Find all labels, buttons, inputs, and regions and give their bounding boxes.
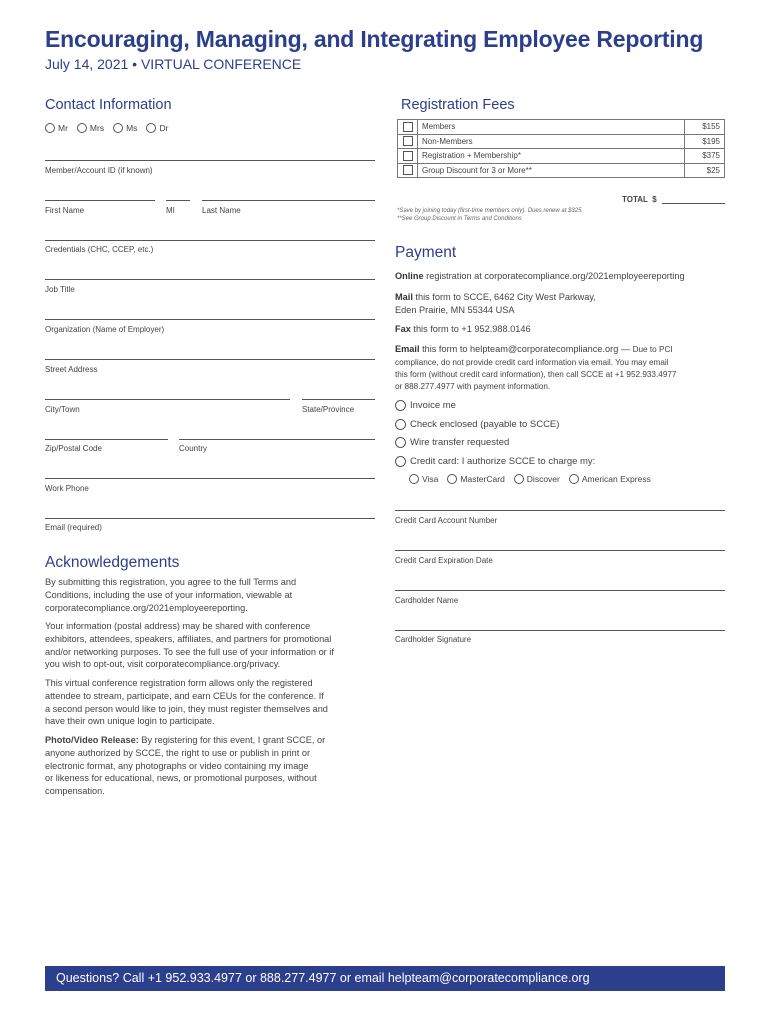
text-line: By submitting this registration, you agree to the full Terms and (45, 577, 297, 587)
fee-label: Non-Members (418, 134, 685, 149)
salutation-label: Ms (126, 123, 138, 133)
text-span: Due to PCI (632, 345, 673, 354)
ack-virtual-paragraph (45, 677, 375, 728)
text-span: this form to helpteam@corporatecompliance.org — (419, 344, 633, 354)
fee-checkbox-cell (398, 163, 418, 178)
state-label: State/Province (302, 405, 355, 414)
radio-icon[interactable] (447, 474, 457, 484)
credentials-field[interactable] (45, 240, 375, 241)
payment-online (395, 270, 725, 283)
event-date: July 14, 2021 • VIRTUAL CONFERENCE (45, 56, 302, 72)
payment-option-credit-card[interactable] (395, 456, 595, 467)
fee-checkbox-cell (398, 149, 418, 164)
organization-label: Organization (Name of Employer) (45, 325, 165, 334)
cardholder-signature-field[interactable] (395, 630, 725, 631)
text-line: or 888.277.4977 with payment information. (395, 382, 551, 392)
option-label: Invoice me (410, 400, 456, 411)
fee-label: Registration + Membership* (418, 149, 685, 164)
work-phone-label: Work Phone (45, 484, 89, 493)
radio-icon[interactable] (395, 437, 406, 448)
card-label: Discover (526, 474, 560, 484)
text-line: this form (without credit card information), then call SCCE at +1 952.933.4977 (395, 370, 677, 380)
first-name-field[interactable] (45, 200, 155, 201)
text-line: compensation. (45, 786, 105, 797)
option-label: Credit card: I authorize SCCE to charge my: (410, 456, 596, 467)
text-line: anyone authorized by SCCE, the right to use or publish in print or (45, 747, 311, 758)
card-visa[interactable] (409, 474, 438, 484)
cc-number-field[interactable] (395, 510, 725, 511)
radio-icon[interactable] (409, 474, 419, 484)
work-phone-field[interactable] (45, 478, 375, 479)
ack-terms-paragraph (45, 576, 375, 614)
ack-privacy-paragraph (45, 620, 375, 671)
text-span: this form to +1 952.988.0146 (410, 324, 531, 334)
radio-icon[interactable] (146, 123, 156, 133)
fee-row-non-members (398, 134, 725, 149)
member-id-field[interactable] (45, 160, 375, 161)
photo-release-label: Photo/Video Release: (45, 735, 139, 745)
text-line: attendee to stream, participate, and earn CEUs for the conference. If (45, 690, 324, 701)
organization-field[interactable] (45, 319, 375, 320)
option-label: Check enclosed (payable to SCCE) (410, 419, 560, 430)
text-line: electronic format, any photographs or video containing my image (45, 760, 309, 771)
fees-heading: Registration Fees (401, 97, 515, 113)
radio-icon[interactable] (395, 400, 406, 411)
fee-note-group: **See Group Discount in Terms and Conditions (397, 216, 522, 222)
email-payment-label: Email (395, 344, 420, 354)
radio-icon[interactable] (569, 474, 579, 484)
mi-label: MI (166, 206, 175, 215)
mi-field[interactable] (166, 200, 190, 201)
radio-icon[interactable] (113, 123, 123, 133)
cardholder-name-field[interactable] (395, 590, 725, 591)
member-id-label: Member/Account ID (if known) (45, 166, 153, 175)
payment-heading: Payment (395, 244, 457, 261)
radio-icon[interactable] (45, 123, 55, 133)
card-type-group (409, 474, 660, 484)
last-name-label: Last Name (202, 206, 241, 215)
street-address-label: Street Address (45, 365, 98, 374)
cc-expiration-field[interactable] (395, 550, 725, 551)
first-name-label: First Name (45, 206, 85, 215)
text-line (395, 291, 725, 304)
cardholder-signature-label: Cardholder Signature (395, 635, 472, 644)
payment-option-check[interactable] (395, 419, 559, 430)
payment-fax (395, 323, 725, 336)
zip-field[interactable] (45, 439, 168, 440)
payment-option-wire[interactable] (395, 437, 509, 448)
radio-icon[interactable] (395, 456, 406, 467)
card-mastercard[interactable] (447, 474, 504, 484)
option-label: Wire transfer requested (410, 437, 510, 448)
text-line (395, 343, 725, 357)
job-title-label: Job Title (45, 285, 75, 294)
email-field[interactable] (45, 518, 375, 519)
zip-label: Zip/Postal Code (45, 444, 102, 453)
card-label: Visa (422, 474, 439, 484)
text-span: By registering for this event, I grant SCCE, or (138, 735, 326, 745)
total-field[interactable] (662, 203, 725, 204)
salutation-mrs[interactable] (77, 123, 104, 133)
salutation-label: Dr (159, 123, 169, 133)
fee-checkbox-cell (398, 134, 418, 149)
text-line: Conditions, including the use of your information, viewable at (45, 589, 293, 600)
fee-amount: $155 (685, 120, 725, 135)
country-label: Country (179, 444, 208, 453)
fee-label: Members (418, 120, 685, 135)
fee-row-group-discount (398, 163, 725, 178)
email-label: Email (required) (45, 523, 102, 532)
fee-checkbox-cell (398, 120, 418, 135)
card-label: American Express (581, 474, 651, 484)
footer-contact-bar: Questions? Call +1 952.933.4977 or 888.277.4977 or email helpteam@corporatecompliance.org (45, 966, 725, 991)
text-span: this form to SCCE, 6462 City West Parkway, (412, 292, 596, 302)
cardholder-name-label: Cardholder Name (395, 596, 459, 605)
checkbox-icon[interactable] (403, 165, 413, 175)
fee-row-members (398, 120, 725, 135)
checkbox-icon[interactable] (403, 122, 413, 132)
salutation-group (45, 123, 177, 133)
total-label: TOTAL $ (622, 195, 657, 204)
city-field[interactable] (45, 399, 290, 400)
contact-heading: Contact Information (45, 97, 172, 113)
fees-table (397, 119, 725, 178)
text-line: Eden Prairie, MN 55344 USA (395, 304, 515, 315)
payment-mail (395, 291, 725, 317)
fax-label: Fax (395, 324, 411, 334)
card-discover[interactable] (514, 474, 560, 484)
text-line: exhibitors, attendees, speakers, affiliates, and partners for promotional (45, 633, 332, 644)
fee-amount: $375 (685, 149, 725, 164)
text-line: or likeness for educational, news, or promotional purposes, without (45, 773, 317, 784)
text-line: have their own unique login to participate. (45, 716, 215, 727)
checkbox-icon[interactable] (403, 151, 413, 161)
text-line: you wish to opt-out, visit corporatecompliance.org/privacy. (45, 659, 281, 670)
card-amex[interactable] (569, 474, 651, 484)
card-label: MasterCard (460, 474, 505, 484)
cc-expiration-label: Credit Card Expiration Date (395, 556, 493, 565)
salutation-label: Mr (58, 123, 68, 133)
salutation-label: Mrs (89, 123, 105, 133)
salutation-mr[interactable] (45, 123, 68, 133)
job-title-field[interactable] (45, 279, 375, 280)
form-title: Encouraging, Managing, and Integrating Employee Reporting (45, 26, 704, 52)
acknowledgements-heading: Acknowledgements (45, 554, 180, 571)
checkbox-icon[interactable] (403, 136, 413, 146)
text-line: corporatecompliance.org/2021employeereporting. (45, 602, 248, 613)
ack-photo-paragraph (45, 734, 375, 798)
salutation-ms[interactable] (113, 123, 137, 133)
payment-option-invoice[interactable] (395, 400, 456, 411)
text-line: This virtual conference registration form allows only the registered (45, 678, 313, 688)
fee-note-membership: *Save by joining today (first-time members only). Dues renew at $325. (397, 208, 584, 214)
text-line (45, 734, 375, 747)
text-line: Your information (postal address) may be shared with conference (45, 621, 311, 631)
fee-amount: $25 (685, 163, 725, 178)
credentials-label: Credentials (CHC, CCEP, etc.) (45, 245, 154, 254)
salutation-dr[interactable] (146, 123, 168, 133)
radio-icon[interactable] (514, 474, 524, 484)
fee-label: Group Discount for 3 or More** (418, 163, 685, 178)
text-line: compliance, do not provide credit card information via email. You may email (395, 357, 669, 367)
country-field[interactable] (179, 439, 375, 440)
mail-label: Mail (395, 292, 413, 302)
radio-icon[interactable] (77, 123, 87, 133)
payment-email (395, 343, 725, 394)
text-line: a second person would like to join, they must register themselves and (45, 703, 328, 714)
street-address-field[interactable] (45, 359, 375, 360)
fee-amount: $195 (685, 134, 725, 149)
text-line: and/or networking purposes. To see the full use of your information or if (45, 646, 334, 657)
last-name-field[interactable] (202, 200, 375, 201)
fee-row-registration-membership (398, 149, 725, 164)
city-label: City/Town (45, 405, 80, 414)
cc-number-label: Credit Card Account Number (395, 516, 498, 525)
text-span: registration at corporatecompliance.org/2021employeereporting (423, 271, 685, 281)
online-label: Online (395, 271, 424, 281)
radio-icon[interactable] (395, 419, 406, 430)
state-field[interactable] (302, 399, 375, 400)
